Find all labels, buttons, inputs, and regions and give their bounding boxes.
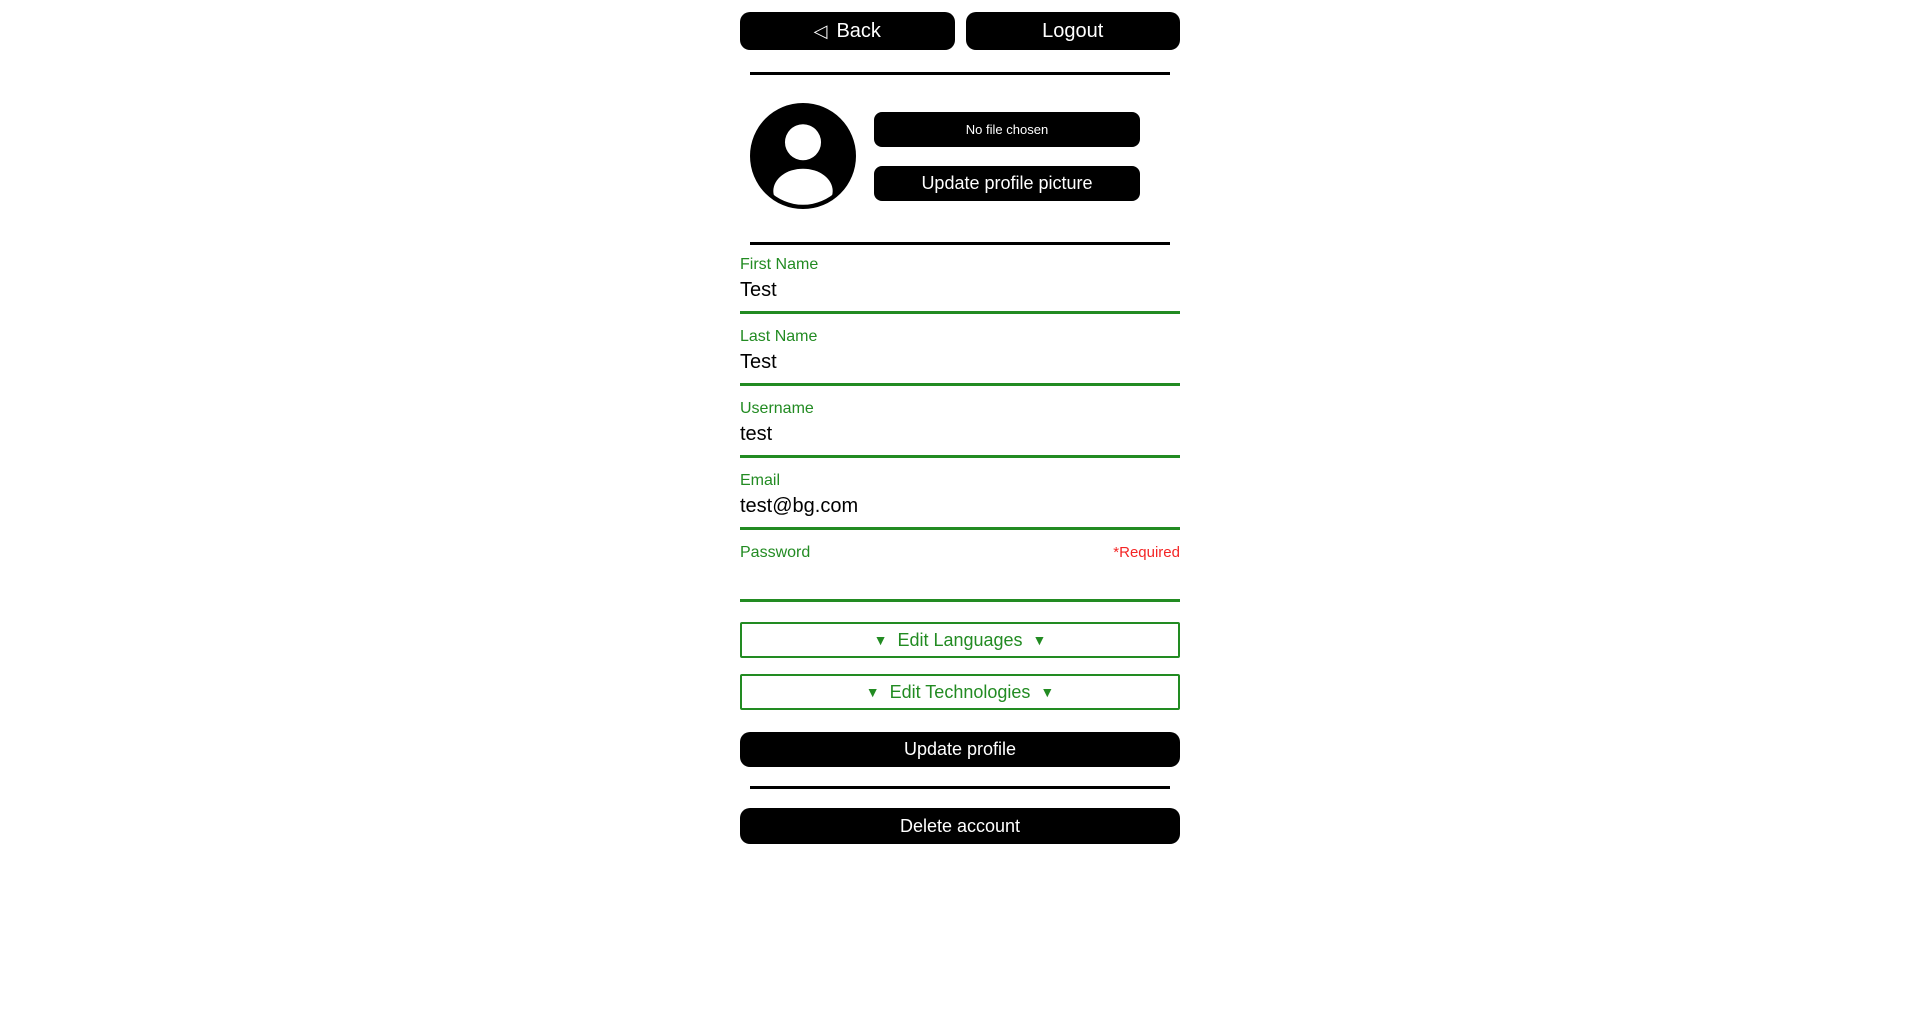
back-arrow-icon: ◁ <box>813 21 828 41</box>
last-name-label: Last Name <box>740 328 818 345</box>
password-required-note: *Required <box>1113 544 1180 561</box>
divider-bottom <box>750 786 1170 789</box>
profile-picture-section <box>740 103 1180 209</box>
password-field <box>740 543 1180 602</box>
password-field-head <box>740 543 1180 563</box>
topbar <box>740 12 1180 50</box>
delete-account-button-label: Delete account <box>899 815 1021 836</box>
divider-photo <box>750 242 1170 245</box>
update-profile-button-label: Update profile <box>903 739 1017 759</box>
last-name-input[interactable] <box>740 347 1180 386</box>
password-input[interactable] <box>740 563 1180 602</box>
update-picture-button-label: Update profile picture <box>921 172 1093 193</box>
email-field <box>740 471 1180 530</box>
update-profile-button[interactable] <box>740 732 1180 767</box>
edit-languages-button[interactable] <box>740 622 1180 658</box>
file-input[interactable] <box>874 112 1140 147</box>
file-input-status: No file chosen <box>965 121 1049 137</box>
profile-page <box>740 0 1180 844</box>
logout-button[interactable] <box>966 12 1181 50</box>
edit-technologies-label: Edit Technologies <box>889 681 1031 702</box>
avatar-icon <box>750 103 856 209</box>
divider-top <box>750 72 1170 75</box>
edit-technologies-button[interactable] <box>740 674 1180 710</box>
first-name-input[interactable] <box>740 275 1180 314</box>
caret-down-icon: ▼ <box>873 632 888 648</box>
caret-down-icon: ▼ <box>1040 684 1055 700</box>
email-input[interactable] <box>740 491 1180 530</box>
delete-account-button[interactable] <box>740 808 1180 844</box>
first-name-label: First Name <box>740 256 819 273</box>
back-button-label: Back <box>836 19 881 42</box>
password-label: Password <box>740 544 811 561</box>
profile-form <box>740 255 1180 767</box>
profile-picture-controls <box>874 112 1140 201</box>
username-label: Username <box>740 400 814 417</box>
email-label: Email <box>740 472 781 489</box>
username-field <box>740 399 1180 458</box>
last-name-field <box>740 327 1180 386</box>
caret-down-icon: ▼ <box>865 684 880 700</box>
caret-down-icon: ▼ <box>1032 632 1047 648</box>
logout-button-label: Logout <box>1042 19 1104 42</box>
back-button[interactable] <box>740 12 955 50</box>
edit-languages-label: Edit Languages <box>897 629 1023 650</box>
first-name-field <box>740 255 1180 314</box>
update-picture-button[interactable] <box>874 166 1140 201</box>
username-input[interactable] <box>740 419 1180 458</box>
